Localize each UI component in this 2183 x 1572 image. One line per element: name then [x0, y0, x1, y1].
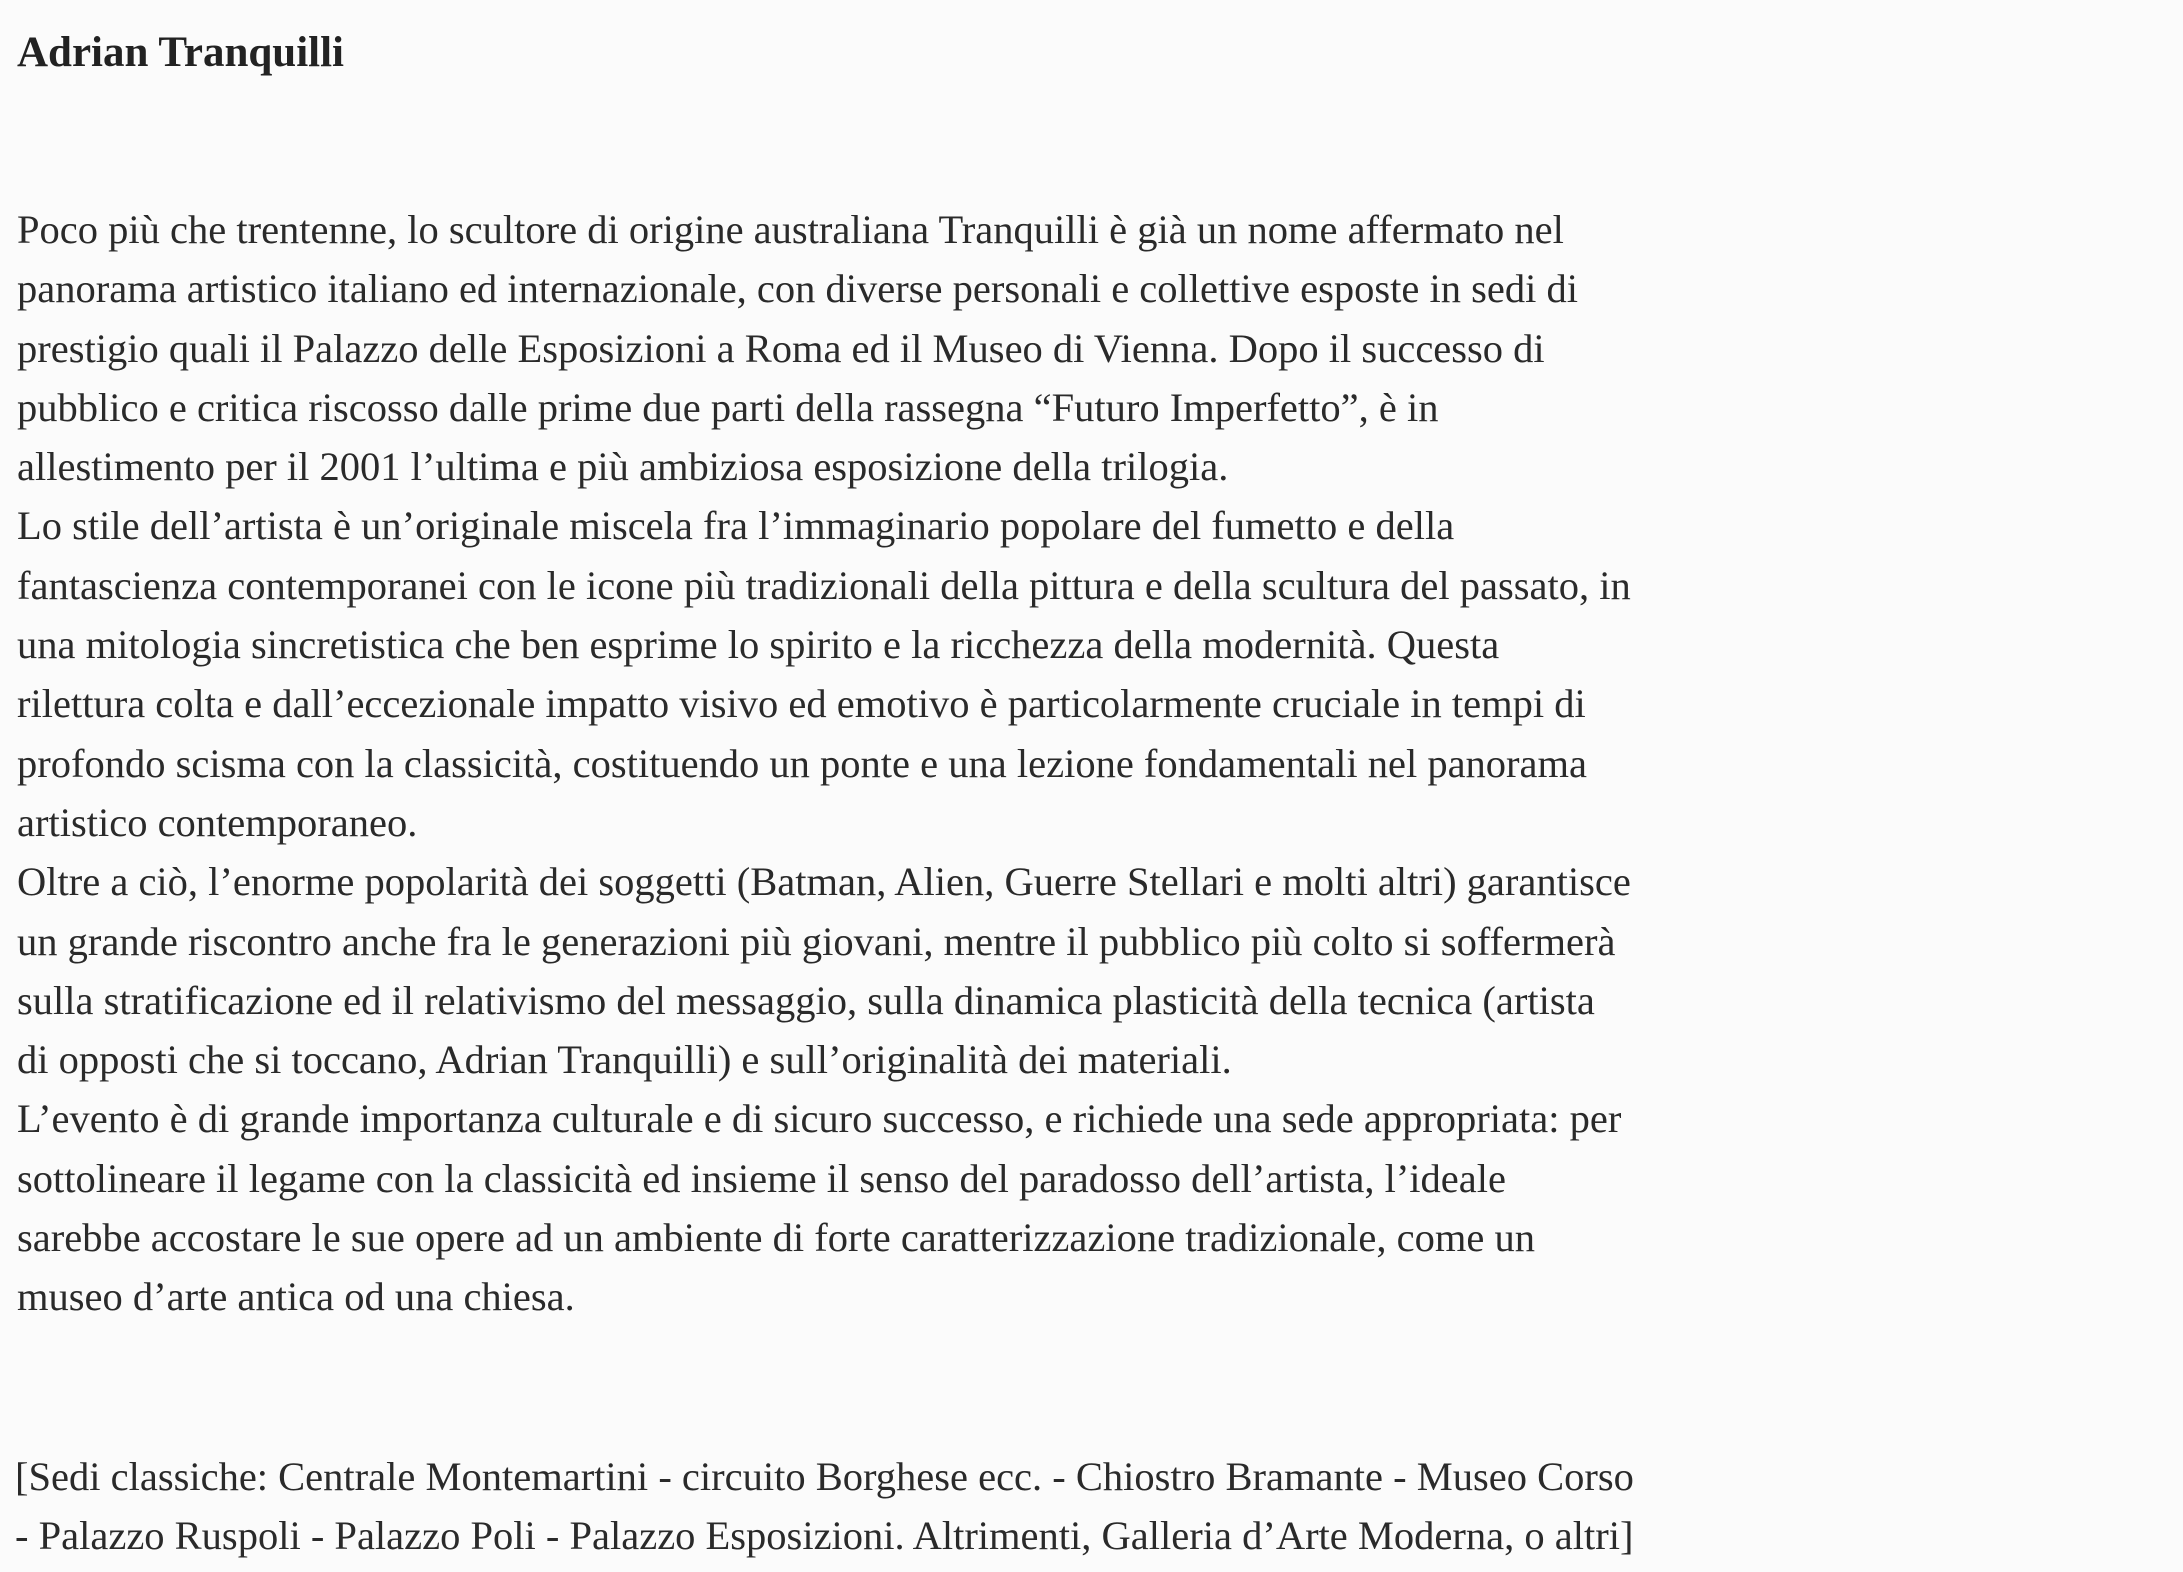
body-line: sarebbe accostare le sue opere ad un ambiente di forte caratterizzazione tradizionale, come un [17, 1215, 1535, 1261]
body-line: panorama artistico italiano ed internazionale, con diverse personali e collettive esposte in sedi di [17, 266, 1578, 312]
body-line: Poco più che trentenne, lo scultore di origine australiana Tranquilli è già un nome affermato nel [17, 207, 1564, 252]
body-line: L’evento è di grande importanza culturale e di sicuro successo, e richiede una sede appropriata: per [17, 1096, 1622, 1142]
body-line: sulla stratificazione ed il relativismo del messaggio, sulla dinamica plasticità della tecnica (artista [17, 977, 1595, 1023]
body-line: Oltre a ciò, l’enorme popolarità dei soggetti (Batman, Alien, Guerre Stellari e molti altri) garantisce [17, 859, 1631, 905]
note-line: - Palazzo Ruspoli - Palazzo Poli - Palazzo Esposizioni. Altrimenti, Galleria d’Arte Moderna, o altri] [15, 1513, 1634, 1559]
body-line: allestimento per il 2001 l’ultima e più ambiziosa esposizione della trilogia. [17, 444, 1229, 490]
body-line: museo d’arte antica od una chiesa. [17, 1274, 575, 1320]
body-line: prestigio quali il Palazzo delle Esposizioni a Roma ed il Museo di Vienna. Dopo il successo di [17, 325, 1545, 371]
body-line: profondo scisma con la classicità, costituendo un ponte e una lezione fondamentali nel panorama [17, 740, 1587, 786]
body-line: fantascienza contemporanei con le icone più tradizionali della pittura e della scultura del passato, in [17, 562, 1631, 608]
venue-notes [15, 1447, 1634, 1566]
body-line: rilettura colta e dall’eccezionale impatto visivo ed emotivo è particolarmente cruciale in tempi di [17, 681, 1586, 727]
body-line: una mitologia sincretistica che ben esprime lo spirito e la ricchezza della modernità. Questa [17, 622, 1500, 668]
body-line: pubblico e critica riscosso dalle prime due parti della rassegna “Futuro Imperfetto”, è in [17, 384, 1439, 430]
note-line: [Sedi classiche: Centrale Montemartini - circuito Borghese ecc. - Chiostro Bramante - Museo Corso [15, 1454, 1634, 1499]
body-line: di opposti che si toccano, Adrian Tranquilli) e sull’originalità dei materiali. [17, 1037, 1232, 1083]
body-line: Lo stile dell’artista è un’originale miscela fra l’immaginario popolare del fumetto e della [17, 503, 1455, 549]
body-line: artistico contemporaneo. [17, 799, 418, 845]
body-text [17, 200, 1631, 1327]
body-line: sottolineare il legame con la classicità ed insieme il senso del paradosso dell’artista, l’ideale [17, 1155, 1506, 1201]
document-title: Adrian Tranquilli [17, 29, 344, 76]
body-line: un grande riscontro anche fra le generazioni più giovani, mentre il pubblico più colto si soffermerà [17, 918, 1616, 964]
